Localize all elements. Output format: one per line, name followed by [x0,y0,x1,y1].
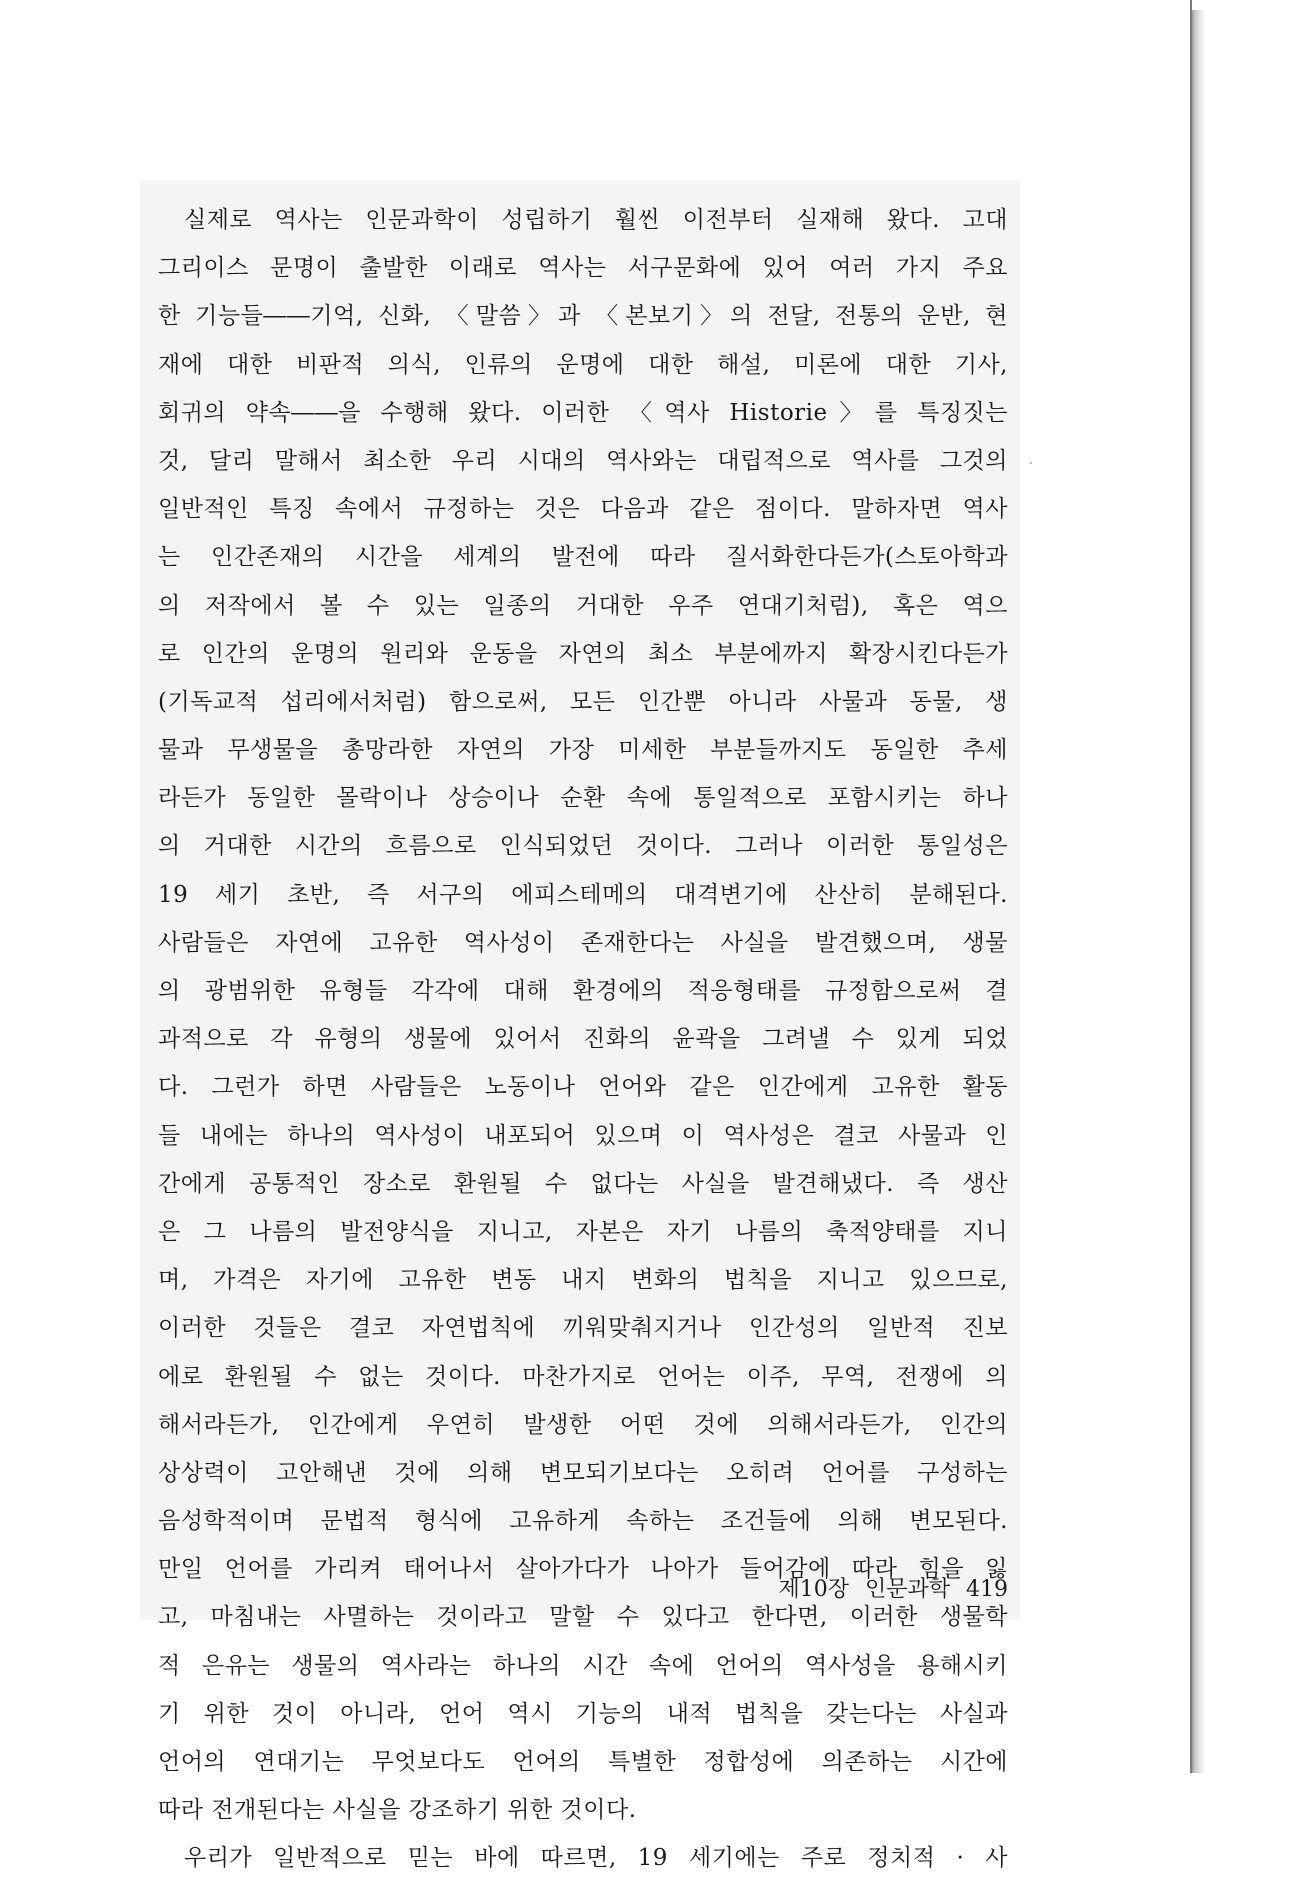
text-line: 사람들은 자연에 고유한 역사성이 존재한다는 사실을 발견했으며, 생물 [158,929,1008,956]
text-line: 실제로 역사는 인문과학이 성립하기 훨씬 이전부터 실재해 왔다. 고대 [184,207,1008,233]
text-line: 며, 가격은 자기에 고유한 변동 내지 변화의 법칙을 지니고 있으므로, [158,1267,1008,1294]
text-line: 들 내에는 하나의 역사성이 내포되어 있으며 이 역사성은 결코 사물과 인 [158,1122,1008,1149]
text-line: 재에 대한 비판적 의식, 인류의 운명에 대한 해설, 미론에 대한 기사, [158,351,1008,378]
text-line: 기 위한 것이 아니라, 언어 역시 기능의 내적 법칙을 갖는다는 사실과 [158,1700,1008,1727]
page-footer [718,1570,1008,1610]
text-line: 회귀의 약속――을 수행해 왔다. 이러한 〈역사 Historie〉를 특징짓는 [158,399,1008,426]
footer-section: 인문과학 [864,1577,950,1602]
text-line: 따라 전개된다는 사실을 강조하기 위한 것이다. [158,1797,637,1824]
page-number: 419 [966,1577,1008,1602]
footer-chapter: 제10장 [778,1577,849,1602]
page-edge-shadow [1192,10,1206,1773]
text-line: 의 거대한 시간의 흐름으로 인식되었던 것이다. 그러나 이러한 통일성은 [158,833,1008,860]
text-line: 는 인간존재의 시간을 세계의 발전에 따라 질서화한다든가(스토아학과 [158,544,1008,571]
text-line: 만일 언어를 가리켜 태어나서 살아가다가 나아가 들어감에 따라 힘을 잃 [158,1556,1008,1583]
text-line: 한 기능들――기억, 신화, 〈말씀〉과 〈본보기〉의 전달, 전통의 운반, 현 [158,303,1008,330]
text-line: 일반적인 특징 속에서 규정하는 것은 다음과 같은 점이다. 말하자면 역사 [158,496,1008,523]
text-line: 물과 무생물을 총망라한 자연의 가장 미세한 부분들까지도 동일한 추세 [158,737,1008,764]
text-line: 에로 환원될 수 없는 것이다. 마찬가지로 언어는 이주, 무역, 전쟁에 의 [158,1363,1008,1390]
text-line: 언어의 연대기는 무엇보다도 언어의 특별한 정합성에 의존하는 시간에 [158,1749,1008,1775]
text-line: 과적으로 각 유형의 생물에 있어서 진화의 윤곽을 그려낼 수 있게 되었 [158,1026,1008,1053]
text-line: 로 인간의 운명의 원리와 운동을 자연의 최소 부분에까지 확장시킨다든가 [158,640,1008,667]
text-line: 고, 마침내는 사멸하는 것이라고 말할 수 있다고 한다면, 이러한 생물학 [158,1604,1008,1631]
page-body-text [158,196,1008,1883]
text-line: 의 광범위한 유형들 각각에 대해 환경에의 적응형태를 규정함으로써 결 [158,978,1008,1004]
text-line: 해서라든가, 인간에게 우연히 발생한 어떤 것에 의해서라든가, 인간의 [158,1411,1008,1438]
text-line: 우리가 일반적으로 믿는 바에 따르면, 19 세기에는 주로 정치적 · 사 [184,1845,1008,1872]
text-line: 음성학적이며 문법적 형식에 고유하게 속하는 조건들에 의해 변모된다. [158,1508,1008,1535]
text-line: 의 저작에서 볼 수 있는 일종의 거대한 우주 연대기처럼), 혹은 역으 [158,592,1008,619]
text-line: 적 은유는 생물의 역사라는 하나의 시간 속에 언어의 역사성을 용해시키 [158,1652,1008,1679]
text-line: 간에게 공통적인 장소로 환원될 수 없다는 사실을 발견해냈다. 즉 생산 [158,1170,1008,1197]
text-line: 것, 달리 말해서 최소한 우리 시대의 역사와는 대립적으로 역사를 그것의 [158,447,1008,474]
scan-speck [1030,462,1032,464]
text-line: 19 세기 초반, 즉 서구의 에피스테메의 대격변기에 산산히 분해된다. [158,881,1008,908]
text-line: 상상력이 고안해낸 것에 의해 변모되기보다는 오히려 언어를 구성하는 [158,1459,1008,1486]
text-line: 다. 그런가 하면 사람들은 노동이나 언어와 같은 인간에게 고유한 활동 [158,1074,1008,1101]
text-line: 라든가 동일한 몰락이나 상승이나 순환 속에 통일적으로 포함시키는 하나 [158,785,1008,812]
text-line: 이러한 것들은 결코 자연법칙에 끼워맞춰지거나 인간성의 일반적 진보 [158,1315,1008,1342]
text-line: (기독교적 섭리에서처럼) 함으로써, 모든 인간뿐 아니라 사물과 동물, 생 [158,688,1008,715]
text-line: 그리이스 문명이 출발한 이래로 역사는 서구문화에 있어 여러 가지 주요 [158,255,1008,282]
text-line: 은 그 나름의 발전양식을 지니고, 자본은 자기 나름의 축적양태를 지니 [158,1218,1008,1245]
